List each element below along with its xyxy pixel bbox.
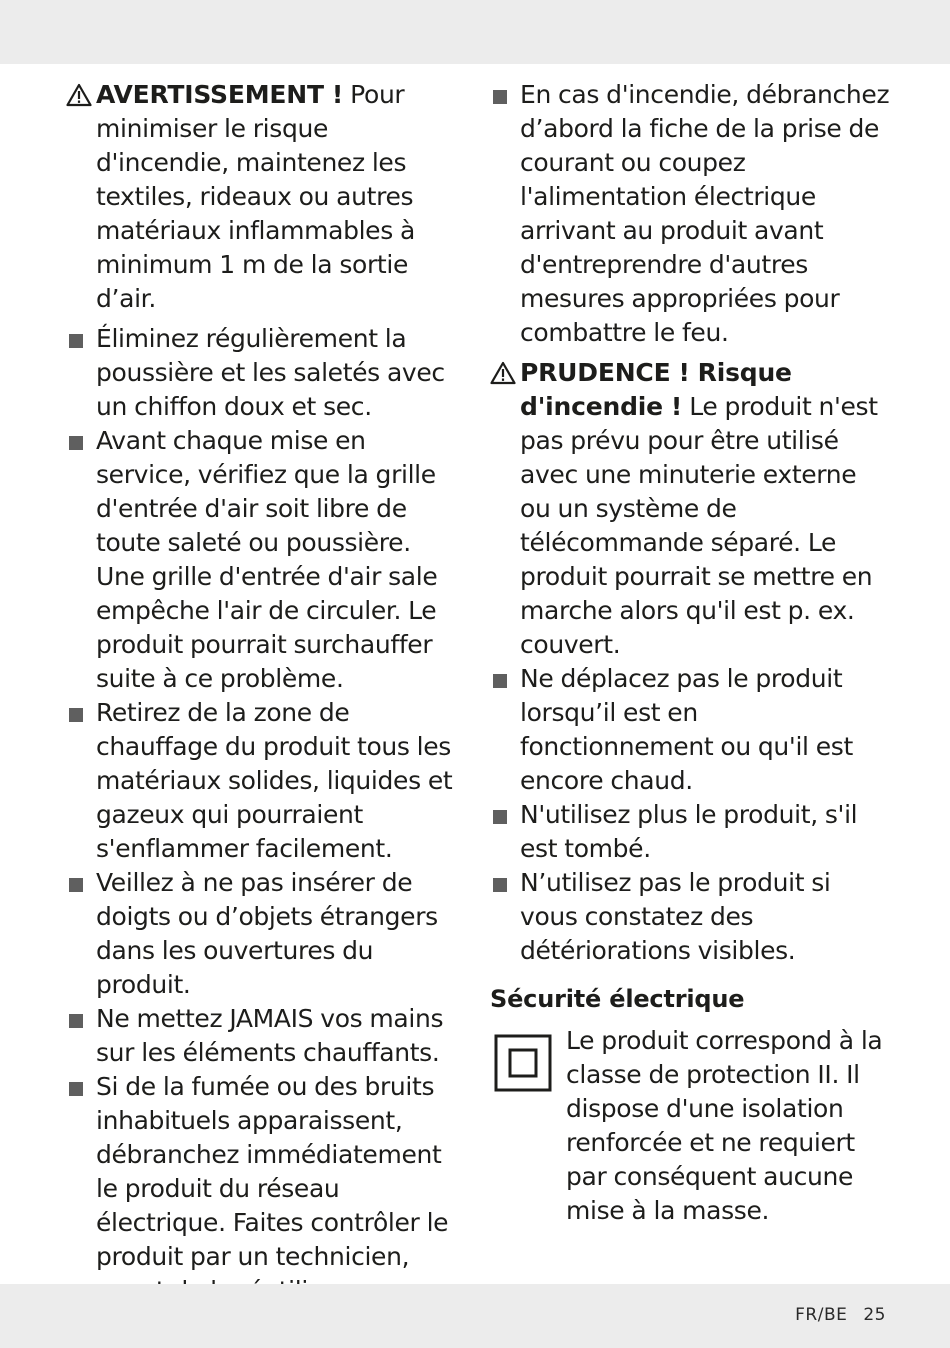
header-band (0, 0, 950, 64)
square-bullet-icon (493, 90, 507, 104)
list-item-text: N'utilisez plus le produit, s'il est tombé. (520, 800, 858, 863)
list-item (490, 866, 890, 968)
list-item (66, 424, 466, 696)
list-item-text: Ne mettez JAMAIS vos mains sur les éléments chauffants. (96, 1004, 444, 1067)
square-bullet-icon (69, 436, 83, 450)
left-column (66, 78, 466, 1308)
list-item (490, 78, 890, 350)
square-bullet-icon (493, 674, 507, 688)
protection-class-ii-icon (494, 1034, 552, 1092)
square-bullet-icon (69, 878, 83, 892)
list-item-text: En cas d'incendie, débranchez d’abord la fiche de la prise de courant ou coupez l'alimentation électrique arrivant au produit avant d'entreprendre d'autres mesures appropriées pour combattre le feu. (520, 80, 890, 347)
square-bullet-icon (69, 1082, 83, 1096)
caution-label: PRUDENCE ! Risque d'incendie ! (520, 358, 792, 421)
list-item-text: Ne déplacez pas le produit lorsqu’il est en fonctionnement ou qu'il est encore chaud. (520, 664, 853, 795)
footer-language: FR/BE (795, 1305, 848, 1325)
list-item-text: Si de la fumée ou des bruits inhabituels apparaissent, débranchez immédiatement le produit du réseau électrique. Faites contrôler le produit par un technicien, (96, 1072, 449, 1271)
warning-label: AVERTISSEMENT ! (96, 80, 344, 109)
square-bullet-icon (69, 1014, 83, 1028)
warning-paragraph (66, 78, 466, 316)
section-heading: Sécurité électrique (490, 985, 745, 1013)
list-item-text: Éliminez régulièrement la poussière et les saletés avec un chiffon doux et sec. (96, 324, 445, 421)
right-column (490, 78, 890, 1228)
caution-text: Le produit n'est pas prévu pour être utilisé avec une minuterie externe ou un système de télécommande séparé. Le produit pourrait se mettre en marche alors qu'il est p. ex. couvert. (520, 392, 878, 659)
square-bullet-icon (69, 334, 83, 348)
warning-triangle-icon (66, 83, 92, 107)
protection-class-block (490, 1024, 890, 1228)
list-item-text: Veillez à ne pas insérer de doigts ou d’objets étrangers dans les ouvertures du produit. (96, 868, 438, 999)
footer (795, 1305, 886, 1325)
square-bullet-icon (69, 708, 83, 722)
list-item-text: N’utilisez pas le produit si vous constatez des détériorations visibles. (520, 868, 831, 965)
warning-text: Pour minimiser le risque d'incendie, maintenez les textiles, rideaux ou autres matériaux inflammables à minimum 1 m de la sortie d’air. (96, 80, 415, 313)
list-item (490, 662, 890, 798)
list-item (66, 866, 466, 1002)
page-number: 25 (863, 1305, 886, 1325)
protection-text: Le produit correspond à la classe de protection II. Il dispose d'une isolation renforcée et ne requiert par conséquent aucune mise à la masse. (566, 1026, 883, 1225)
list-item-text: Retirez de la zone de chauffage du produit tous les matériaux solides, liquides et gazeux qui pourraient s'enflammer facilement. (96, 698, 453, 863)
warning-triangle-icon (490, 361, 516, 385)
list-item-text: Avant chaque mise en service, vérifiez que la grille d'entrée d'air soit libre de toute saleté ou poussière. Une grille d'entrée d'air sale empêche l'air de circuler. Le produit pourrait surchauffer suite à ce problème. (96, 426, 438, 693)
list-item (490, 798, 890, 866)
list-item (66, 1002, 466, 1070)
list-item (66, 322, 466, 424)
caution-paragraph (490, 356, 890, 662)
list-item (66, 696, 466, 866)
list-item (66, 1070, 466, 1308)
square-bullet-icon (493, 810, 507, 824)
square-bullet-icon (493, 878, 507, 892)
